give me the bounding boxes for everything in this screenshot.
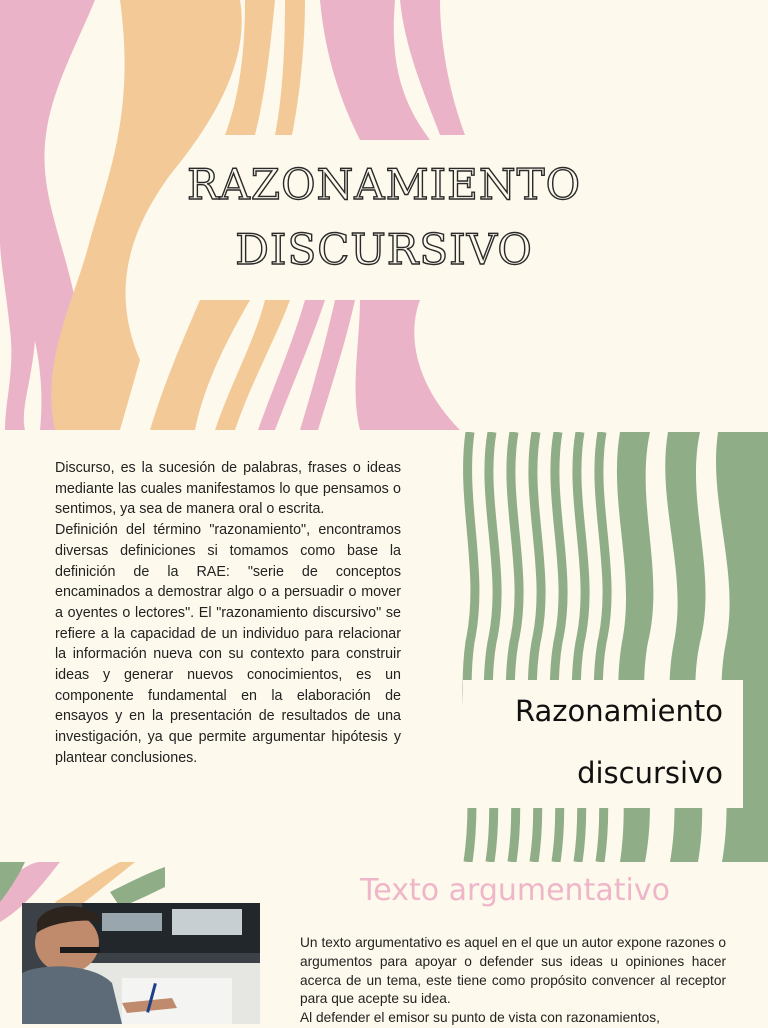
argument-text-block [300, 934, 726, 1028]
green-label-line-2: discursivo [577, 756, 723, 790]
intro-text-block [55, 458, 401, 769]
page-title-line-2: DISCURSIVO [235, 225, 533, 274]
green-label-box [463, 680, 743, 808]
top-wave-decoration [0, 0, 768, 430]
page-title-line-1: RAZONAMIENTO [186, 160, 582, 209]
intro-paragraph-2: Definición del término "razonamiento", encontramos diversas definiciones si tomamos como base la definición de la RAE: "serie de conceptos encaminados a demostrar algo o a persuadir o mover a oyentes o lectores". El "razonamiento discursivo" se refiere a la capacidad de un individuo para relacionar la información nueva con su contexto para construir ideas y generar nuevos conocimientos, es un componente fundamental en la elaboración de ensayos y en la presentación de resultados de una investigación, ya que permite argumentar hipótesis y plantear conclusiones. [55, 522, 401, 766]
person-writing-photo [22, 903, 260, 1024]
argument-paragraph-2: Al defender el emisor su punto de vista con razonamientos, [300, 1010, 660, 1026]
section-heading: Texto argumentativo [360, 873, 670, 908]
argument-paragraph-1: Un texto argumentativo es aquel en el que un autor expone razones o argumentos para apoyar o defender sus ideas u opiniones hacer acerca de un tema, este tiene como propósito convencer al receptor para que acepte su idea. [300, 935, 726, 1007]
green-label-line-1: Razonamiento [514, 694, 723, 728]
intro-paragraph-1: Discurso, es la sucesión de palabras, frases o ideas mediante las cuales manifestamos lo que pensamos o sentimos, ya sea de manera oral o escrita. [55, 460, 401, 518]
